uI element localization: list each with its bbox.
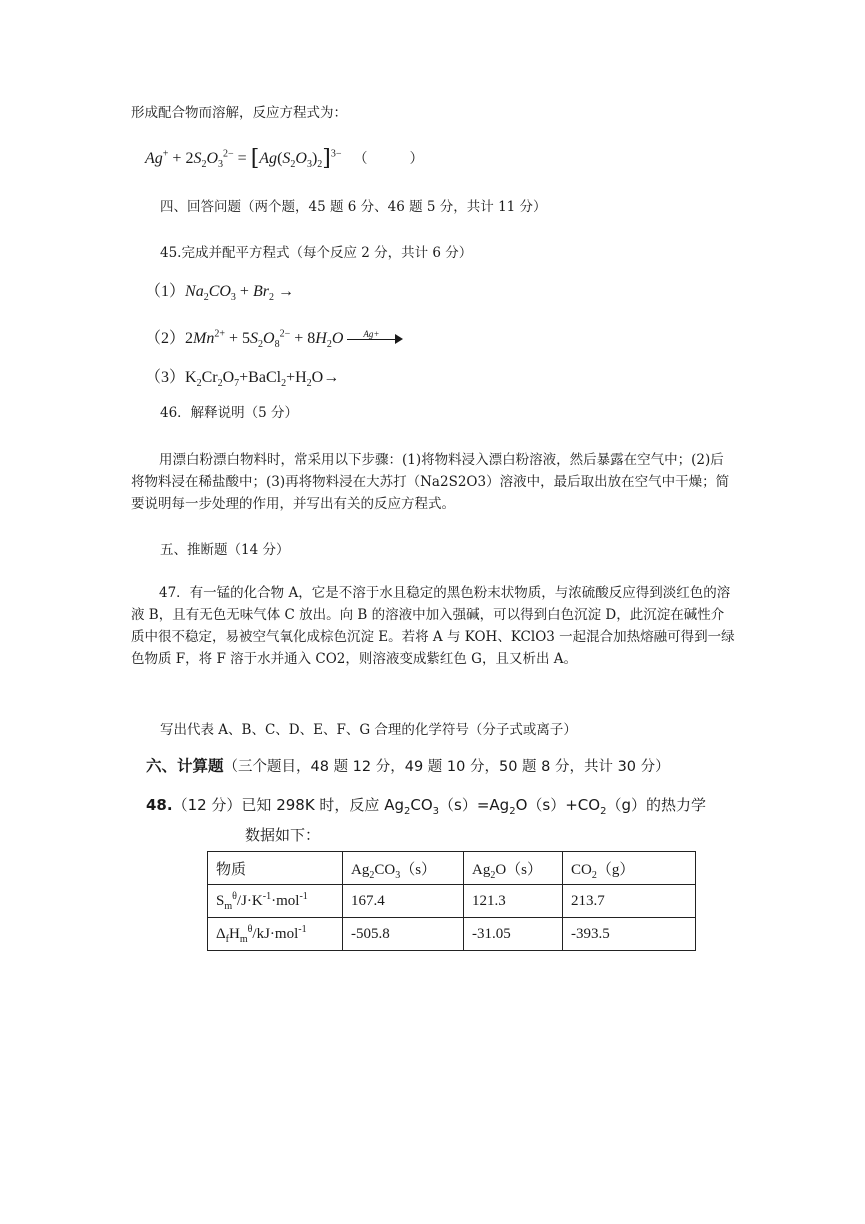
equation-silver-thiosulfate: $Ag^+ + 2S_2O_3^{2-} = [Ag(S_2O_3)_2]^{3-}$ （ ） [145,146,424,171]
section-4-heading: 四、回答问题（两个题，45 题 6 分、46 题 5 分，共计 11 分） [160,199,547,215]
table-cell: -505.8 [343,918,464,951]
table-cell: -31.05 [464,918,563,951]
question-48-line1: 48.（12 分）已知 298K 时，反应 $Ag_2CO_3(s)=Ag_2O(s)+CO_2(g)$的热力学 [146,796,706,817]
section-5-heading: 五、推断题（14 分） [160,542,290,558]
table-cell: $CO_2(g)$ [563,852,696,885]
table-row [208,885,696,918]
reaction-2: $(2)2Mn^{2+} + 5S_2O_8^{2-} + 8H_2O$ Ag+ [145,328,403,350]
thermo-data-table [207,851,696,951]
table-cell: 167.4 [343,885,464,918]
table-cell: 213.7 [563,885,696,918]
table-cell: 物质 [208,852,343,885]
question-45-heading: 45.完成并配平方程式（每个反应 2 分，共计 6 分） [160,245,473,261]
question-46-heading: 46．解释说明（5 分） [160,405,299,421]
table-cell: $\Delta_fH_m^\theta/kJ\cdot mol^{-1}$ [208,918,343,951]
table-cell: 121.3 [464,885,563,918]
catalyst-arrow: Ag+ [347,333,403,345]
section-6-heading: 六、计算题（三个题目，48 题 12 分，49 题 10 分，50 题 8 分，共计 30 分） [146,757,670,775]
paragraph-47: 47．有一锰的化合物 A，它是不溶于水且稳定的黑色粉末状物质，与浓硫酸反应得到淡红色的溶液 B，且有无色无味气体 C 放出。向 B 的溶液中加入强碱，可以得到白色沉淀 D，此沉淀在碱性介质中很不稳定，易被空气氧化成棕色沉淀 E。若将 A 与 KOH、KClO3 一起混合加热熔融可得到一绿色物质 F，将 F 溶于水并通入 CO2，则溶液变成紫红色 G，且又析出 A。 [131,585,735,667]
table-cell: $S_m^\theta/J\cdot K^{-1}\cdot mol^{-1}$ [208,885,343,918]
question-48-line2: 数据如下： [245,826,321,844]
answer-blank: （ ） [353,152,424,167]
table-cell: $Ag_2CO_3(s)$ [343,852,464,885]
paragraph-46: 用漂白粉漂白物料时，常采用以下步骤：(1)将物料浸入漂白粉溶液，然后暴露在空气中；(2)后将物料浸在稀盐酸中；(3)再将物料浸在大苏打（Na2S2O3）溶液中，最后取出放在空气中干燥；简要说明每一步处理的作用，并写出有关的反应方程式。 [131,452,730,512]
intro-text: 形成配合物而溶解，反应方程式为： [131,105,347,121]
table-cell: -393.5 [563,918,696,951]
reaction-3: $(3)K_2Cr_2O_7+BaCl_2+H_2O\to$ [145,369,340,390]
table-cell: $Ag_2O(s)$ [464,852,563,885]
table-header-row [208,852,696,885]
reaction-1: $(1)Na_2CO_3 + Br_2$ → [145,283,294,304]
question-47-ask: 写出代表 A、B、C、D、E、F、G 合理的化学符号（分子式或离子） [160,722,577,738]
table-row [208,918,696,951]
